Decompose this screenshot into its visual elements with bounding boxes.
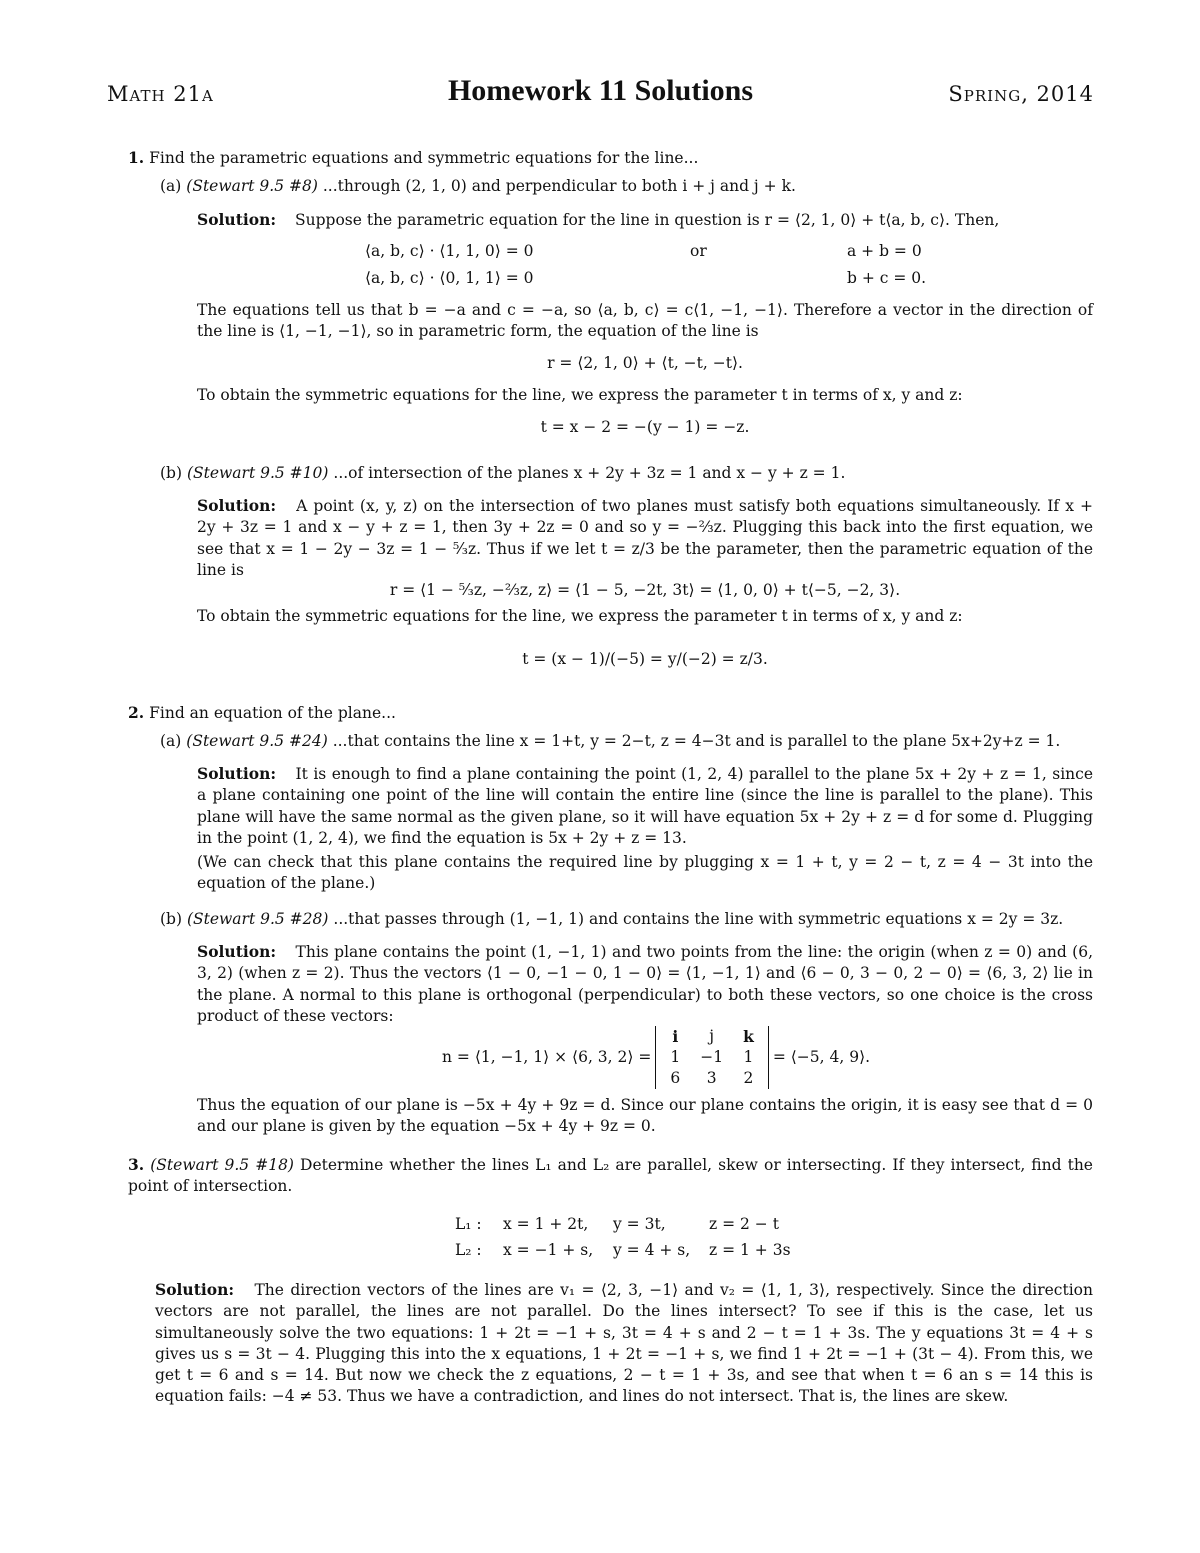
- line-name: L₁ :: [455, 1215, 482, 1233]
- problem-2-prompt: Find an equation of the plane...: [149, 704, 396, 722]
- line-l1: [455, 1210, 779, 1238]
- document-title: Homework 11 Solutions: [447, 74, 754, 107]
- problem-2a-citation: (Stewart 9.5 #24): [186, 732, 328, 750]
- matrix-cell: k: [743, 1026, 754, 1046]
- problem-2b-citation: (Stewart 9.5 #28): [186, 910, 329, 928]
- problem-2b-heading: [160, 909, 1063, 930]
- dot-product-system-left: [365, 238, 534, 292]
- problem-1b-citation: (Stewart 9.5 #10): [186, 464, 329, 482]
- solution-text: The direction vectors of the lines are v₁ = ⟨2, 3, −1⟩ and v₂ = ⟨1, 1, 3⟩, respectively. Since the direction vectors are not parallel, the lines are not parallel. Do the lines intersect? To see if this is the case, let us simultaneously solve the two equations: 1 + 2t = −1 + s, 3t = 4 + s and 2 − t = 1 + 3s. The y equations 3t = 4 + s gives us s = 3t − 4. Plugging this into the x equations, 1 + 2t = −1 + s, we find 1 + 2t = −1 + (3t − 4). From this, we get t = 6 and s = 14. But now we check the z equations, 2 − t = 1 + 3s, and see that when t = 6 an s = 14 this is equation fails: −4 ≠ 53. Thus we have a contradiction, and lines do not intersect. That is, the lines are skew.: [155, 1281, 1093, 1406]
- symmetric-equation: t = x − 2 = −(y − 1) = −z.: [540, 418, 750, 436]
- solution-text: It is enough to find a plane containing the point (1, 2, 4) parallel to the plane 5x + 2y + z = 1, since a plane containing one point of the line will contain the entire line (since the line is parallel to the plane). This plane will have the same normal as the given plane, so it will have equation 5x + 2y + z = d for some d. Plugging in the point (1, 2, 4), we find the equation is 5x + 2y + z = 13.: [197, 765, 1094, 847]
- term: Spring, 2014: [948, 82, 1094, 106]
- problem-2b-label: (b): [160, 910, 183, 928]
- matrix-cell: −1: [700, 1047, 724, 1066]
- matrix-cell: 3: [706, 1068, 717, 1087]
- problem-1-prompt: Find the parametric equations and symmetric equations for the line...: [149, 149, 699, 167]
- page-header: [107, 74, 1094, 114]
- problem-1a-solution-intro: [197, 209, 999, 231]
- problem-3-solution: [155, 1279, 1093, 1408]
- problem-1b-solution: [197, 495, 1093, 581]
- x-equation: x = 1 + 2t,: [503, 1215, 589, 1233]
- cross-product-result: = ⟨−5, 4, 9⟩.: [772, 1048, 871, 1066]
- matrix-cell: 1: [670, 1047, 681, 1066]
- solution-label: Solution:: [197, 764, 277, 783]
- determinant-matrix: [655, 1026, 768, 1089]
- z-equation: z = 1 + 3s: [709, 1241, 791, 1259]
- y-equation: y = 3t,: [613, 1215, 666, 1233]
- y-equation: y = 4 + s,: [613, 1241, 691, 1259]
- problem-2b-conclusion: Thus the equation of our plane is −5x + 4y + 9z = d. Since our plane contains the origin, it is easy see that d = 0 and our plane is given by the equation −5x + 4y + 9z = 0.: [197, 1096, 1093, 1136]
- problem-2a-note: (We can check that this plane contains the required line by plugging x = 1 + t, y = 2 − t, z = 4 − 3t into the equation of the plane.): [197, 853, 1093, 893]
- or-text: or: [690, 242, 707, 260]
- z-equation: z = 2 − t: [709, 1215, 779, 1233]
- solution-label: Solution:: [155, 1280, 235, 1299]
- line-name: L₂ :: [455, 1241, 482, 1259]
- parametric-equation: r = ⟨1 − ⁵⁄₃z, −⅔z, z⟩ = ⟨1 − 5, −2t, 3t⟩ = ⟨1, 0, 0⟩ + t⟨−5, −2, 3⟩.: [389, 581, 901, 599]
- problem-2-number: 2.: [128, 703, 145, 722]
- problem-1b-heading: [160, 463, 845, 484]
- symmetric-equation: t = (x − 1)/(−5) = y/(−2) = z/3.: [522, 650, 768, 668]
- problem-2b-prompt: ...that passes through (1, −1, 1) and contains the line with symmetric equations x = 2y = 3z.: [333, 910, 1064, 928]
- solution-text: A point (x, y, z) on the intersection of two planes must satisfy both equations simultaneously. If x + 2y + 3z = 1 and x − y + z = 1, then 3y + 2z = 0 and so y = −⅔z. Plugging this back into the first equation, we see that x = 1 − 2y − 3z = 1 − ⁵⁄₃z. Thus if we let t = z/3 be the parameter, then the parametric equation of the line is: [197, 497, 1093, 579]
- equation: a + b = 0: [847, 242, 922, 260]
- problem-2b-solution: [197, 941, 1093, 1027]
- problem-2a-heading: [160, 731, 1060, 752]
- equation: b + c = 0.: [847, 269, 927, 287]
- cross-product-equation: [442, 1024, 870, 1090]
- problem-1a-paragraph: To obtain the symmetric equations for the line, we express the parameter t in terms of x, y and z:: [197, 386, 963, 404]
- problem-2a-prompt: ...that contains the line x = 1+t, y = 2−t, z = 4−3t and is parallel to the plane 5x+2y+z = 1.: [332, 732, 1061, 750]
- line-l2: [455, 1236, 791, 1264]
- problem-3-citation: (Stewart 9.5 #18): [150, 1156, 294, 1174]
- dot-product-system-right: [847, 238, 926, 292]
- matrix-cell: 2: [743, 1068, 754, 1087]
- problem-1-number: 1.: [128, 148, 145, 167]
- problem-1b-prompt: ...of intersection of the planes x + 2y + 3z = 1 and x − y + z = 1.: [333, 464, 846, 482]
- solution-label: Solution:: [197, 496, 277, 515]
- problem-2a-label: (a): [160, 732, 182, 750]
- problem-1a-prompt: ...through (2, 1, 0) and perpendicular to both i + j and j + k.: [322, 177, 796, 195]
- solution-text: This plane contains the point (1, −1, 1) and two points from the line: the origin (when z = 0) and (6, 3, 2) (when z = 2). Thus the vectors ⟨1 − 0, −1 − 0, 1 − 0⟩ = ⟨1, −1, 1⟩ and ⟨6 − 0, 3 − 0, 2 − 0⟩ = ⟨6, 3, 2⟩ lie in the plane. A normal to this plane is orthogonal (perpendicular) to both these vectors, so one choice is the cross product of these vectors:: [197, 943, 1093, 1025]
- problem-1b-paragraph: To obtain the symmetric equations for the line, we express the parameter t in terms of x, y and z:: [197, 607, 963, 625]
- system-or: [690, 238, 707, 265]
- matrix-cell: 1: [743, 1047, 754, 1066]
- problem-1-heading: [128, 147, 698, 169]
- equation: ⟨a, b, c⟩ · ⟨1, 1, 0⟩ = 0: [365, 242, 534, 260]
- problem-1a-paragraph: The equations tell us that b = −a and c = −a, so ⟨a, b, c⟩ = c⟨1, −1, −1⟩. Therefore a vector in the direction of the line is ⟨1, −1, −1⟩, so in parametric form, the equation of the line is: [197, 301, 1093, 341]
- problem-1a-label: (a): [160, 177, 182, 195]
- course-name: Math 21a: [107, 82, 214, 106]
- matrix-cell: 6: [670, 1068, 681, 1087]
- problem-3-prompt: Determine whether the lines L₁ and L₂ are parallel, skew or intersecting. If they intersect, find the point of intersection.: [128, 1156, 1093, 1196]
- problem-3-number: 3.: [128, 1155, 145, 1174]
- problem-2a-solution: [197, 763, 1093, 849]
- problem-3-heading: [128, 1154, 1093, 1198]
- parametric-equation: r = ⟨2, 1, 0⟩ + ⟨t, −t, −t⟩.: [547, 354, 743, 372]
- solution-label: Solution:: [197, 210, 277, 229]
- problem-1b-label: (b): [160, 464, 183, 482]
- matrix-cell: j: [709, 1026, 715, 1045]
- problem-1a-citation: (Stewart 9.5 #8): [186, 177, 318, 195]
- solution-text: Suppose the parametric equation for the line in question is r = ⟨2, 1, 0⟩ + t⟨a, b, c⟩. Then,: [295, 211, 1000, 229]
- problem-1a-heading: [160, 176, 796, 197]
- matrix-cell: i: [672, 1026, 679, 1046]
- solution-label: Solution:: [197, 942, 277, 961]
- equation: ⟨a, b, c⟩ · ⟨0, 1, 1⟩ = 0: [365, 269, 534, 287]
- cross-product-lhs: n = ⟨1, −1, 1⟩ × ⟨6, 3, 2⟩ =: [442, 1048, 652, 1066]
- x-equation: x = −1 + s,: [503, 1241, 594, 1259]
- problem-2-heading: [128, 702, 396, 724]
